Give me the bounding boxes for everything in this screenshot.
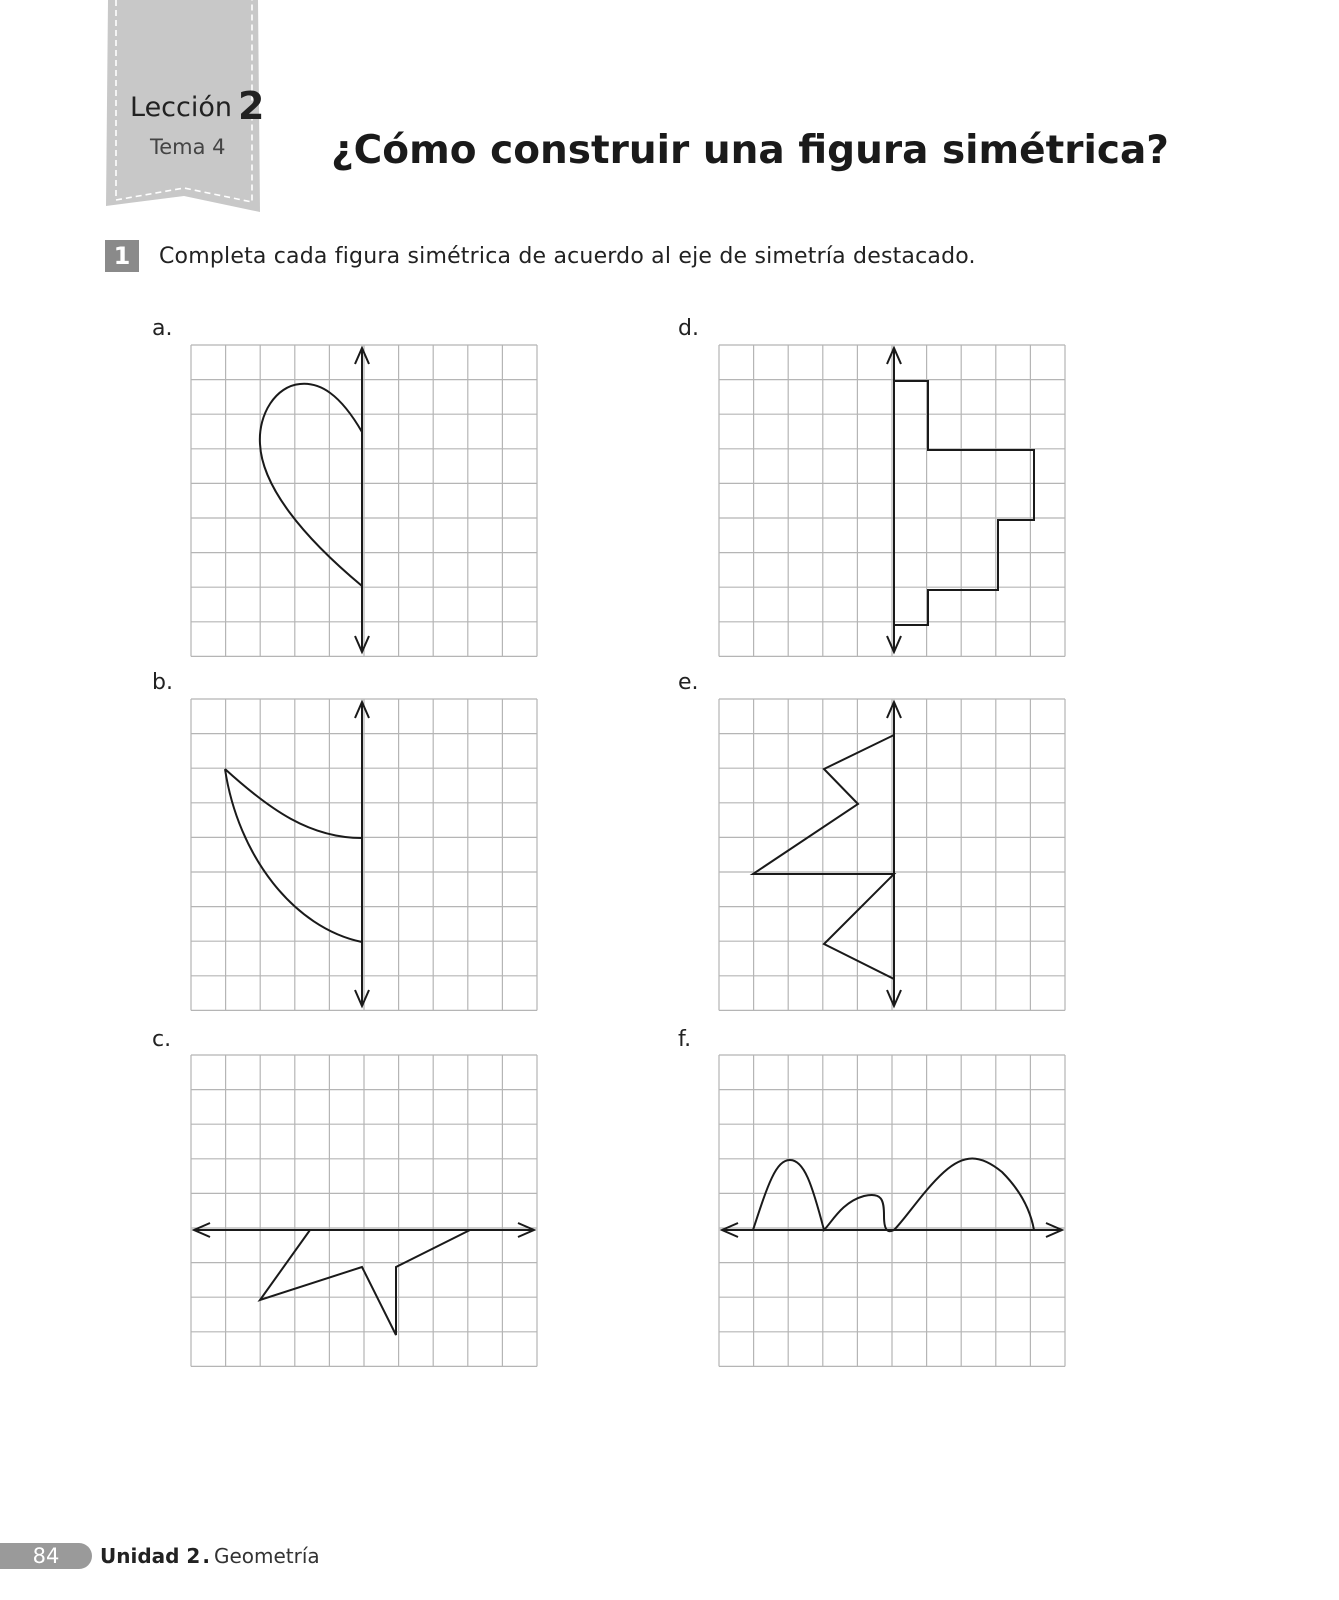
- symmetry-axis: [355, 702, 369, 1006]
- lesson-ribbon: [104, 0, 266, 222]
- unit-label: Unidad 2: [100, 1544, 201, 1568]
- exercise-grid-b[interactable]: [190, 698, 544, 1016]
- lesson-number: 2: [238, 84, 265, 128]
- symmetry-axis: [887, 702, 901, 1006]
- subject-label: Geometría: [213, 1544, 320, 1568]
- symmetry-axis: [355, 348, 369, 652]
- grid-lines: [719, 345, 1065, 656]
- half-figure: [753, 735, 894, 979]
- exercise-label-c: c.: [152, 1027, 172, 1052]
- exercise-grid-c[interactable]: [190, 1054, 544, 1372]
- exercise-grid-a[interactable]: [190, 344, 544, 662]
- half-figure: [894, 381, 1034, 625]
- half-figure: [260, 1230, 470, 1335]
- page-number: 84: [0, 1543, 92, 1569]
- grid-lines: [191, 345, 537, 656]
- exercise-label-f: f.: [678, 1027, 692, 1052]
- half-figure: [753, 1159, 1034, 1232]
- grid-lines: [191, 1055, 537, 1366]
- lesson-label: Lección: [130, 92, 233, 123]
- grid-lines: [719, 699, 1065, 1010]
- exercise-label-e: e.: [678, 670, 699, 695]
- half-figure: [225, 769, 362, 942]
- page-footer: [0, 1543, 320, 1569]
- exercise-label-b: b.: [152, 670, 173, 695]
- exercise-grid-f[interactable]: [718, 1054, 1072, 1372]
- lesson-heading: [130, 84, 264, 128]
- symmetry-axis: [887, 348, 901, 652]
- grid-lines: [719, 1055, 1065, 1366]
- exercise-grid-d[interactable]: [718, 344, 1072, 662]
- activity-instruction: [105, 240, 976, 272]
- exercise-label-a: a.: [152, 316, 173, 341]
- exercise-label-d: d.: [678, 316, 699, 341]
- topic-label: Tema 4: [150, 135, 226, 159]
- separator-dot: .: [202, 1544, 210, 1568]
- grid-lines: [191, 699, 537, 1010]
- activity-number-badge: 1: [105, 240, 139, 272]
- page-title: ¿Cómo construir una figura simétrica?: [331, 128, 1169, 173]
- exercise-grid-e[interactable]: [718, 698, 1072, 1016]
- instruction-text: Completa cada figura simétrica de acuerdo al eje de simetría destacado.: [159, 243, 976, 269]
